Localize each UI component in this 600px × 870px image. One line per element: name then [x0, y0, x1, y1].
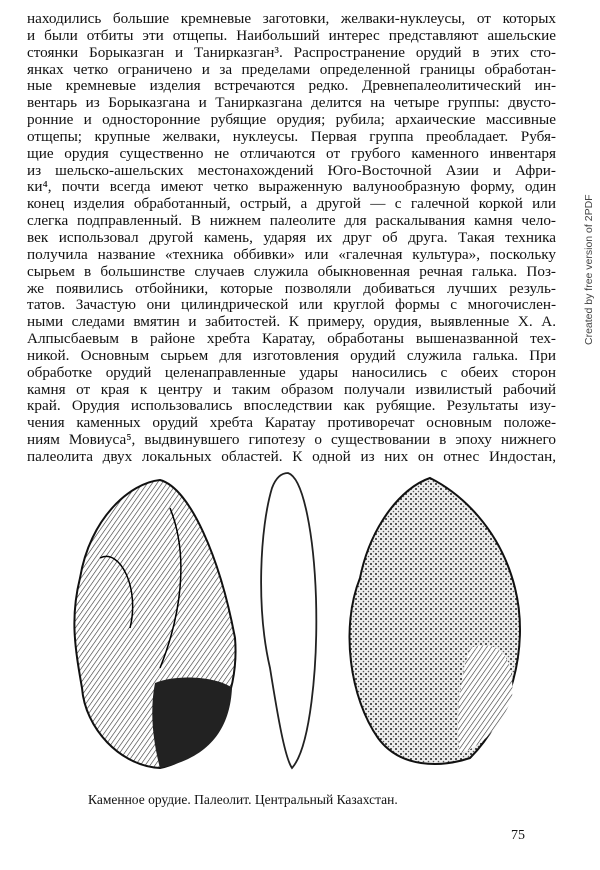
- text-line: же появились отбойники, которые позволяли добиваться лучших резуль-: [27, 279, 556, 297]
- text-line: ными следами вмятин и забитостей. К примеру, орудия, выявленные Х. А.: [27, 313, 556, 331]
- stone-tool-right-view: [350, 478, 520, 764]
- text-line: палеолита двух локальных областей. К одной из них он отнес Индостан,: [27, 447, 556, 465]
- text-line: ки⁴, почти всегда имеют четко выраженную валунообразную форму, один: [27, 178, 556, 196]
- text-line: край. Орудия использовались впоследствии как рубящие. Результаты изу-: [27, 397, 556, 415]
- body-text: [27, 11, 556, 466]
- stone-tool-figure: [60, 468, 550, 773]
- text-line: камня от края к центру и таким образом получали извилистый рабочий: [27, 380, 556, 398]
- text-line: получила название «техника оббивки» или «галечная культура», поскольку: [27, 245, 556, 263]
- text-line: татов. Зачастую они цилиндрической или круглой формы с многочислен-: [27, 296, 556, 314]
- figure-caption: Каменное орудие. Палеолит. Центральный Казахстан.: [88, 792, 398, 807]
- text-line: сырьем в большинстве случаев служила обыкновенная речная галька. Поз-: [27, 262, 556, 280]
- stone-tool-left-view: [74, 480, 235, 768]
- text-line: ронние и односторонние рубящие орудия; рубила; архаические массивные: [27, 111, 556, 129]
- watermark: Created by free version of 2PDF: [583, 194, 595, 345]
- text-line: ные кремневые изделия встречаются редко. Древнепалеолитический ин-: [27, 77, 556, 95]
- text-line: конец изделия обработанный, острый, а другой — с галечной коркой или: [27, 195, 556, 213]
- text-line: отщепы; крупные желваки, нуклеусы. Первая группа преобладает. Рубя-: [27, 127, 556, 145]
- text-line: Алпысбаевым в районе хребта Каратау, обработаны вышеназванной тех-: [27, 330, 556, 348]
- text-line: и были отбиты эти отщепы. Наибольший интерес представляют ашельские: [27, 26, 556, 44]
- text-line: находились большие кремневые заготовки, желваки-нуклеусы, от которых: [27, 10, 556, 27]
- text-line: никой. Основным сырьем для изготовления орудий служила галька. При: [27, 346, 556, 364]
- text-line: чения каменных орудий хребта Каратау противоречат основным положе-: [27, 414, 556, 432]
- text-line: ниям Мовиуса⁵, выдвинувшего гипотезу о существовании в эпоху нижнего: [27, 431, 556, 449]
- text-line: щие орудия существенно не отличаются от грубого каменного инвентаря: [27, 144, 556, 162]
- text-line: стоянки Борыказган и Танирказган³. Распространение орудий в этих сто-: [27, 43, 556, 61]
- text-line: из шельско-ашельских местонахождений Юго-Восточной Азии и Афри-: [27, 161, 556, 179]
- text-line: вентарь из Борыказгана и Танирказгана делится на четыре группы: двусто-: [27, 94, 556, 112]
- text-line: век использовал другой камень, ударяя их друг об друга. Такая техника: [27, 228, 556, 246]
- page-number: 75: [511, 828, 525, 843]
- stone-tool-profile: [261, 473, 316, 768]
- text-line: слегка подправленный. В нижнем палеолите для раскалывания камня чело-: [27, 212, 556, 230]
- text-line: обработке орудий целенаправленные удары наносились с обеих сторон: [27, 363, 556, 381]
- text-line: янках четко ограничено и за пределами определенной границы обработан-: [27, 60, 556, 78]
